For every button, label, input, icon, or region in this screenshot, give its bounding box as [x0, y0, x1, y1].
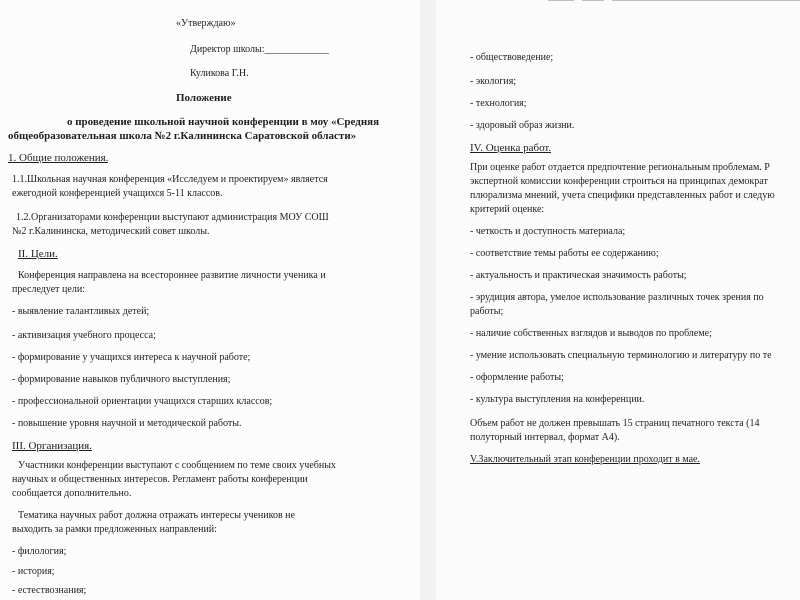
organization-paragraph-2-line1: Тематика научных работ должна отражать интересы учеников не: [18, 510, 295, 521]
evaluation-paragraph-line1: При оценке работ отдается предпочтение региональным проблемам. Р: [470, 162, 770, 173]
goal-list-item: - выявление талантливых детей;: [12, 306, 150, 317]
criteria-list-item: - оформление работы;: [470, 372, 564, 383]
section-3-heading: III. Организация.: [12, 440, 92, 452]
evaluation-paragraph-line3: плюрализма мнений, учета специфики представленных работ и следую: [470, 190, 775, 201]
top-edge-marks: [548, 0, 800, 2]
goals-intro-line2: преследует цели:: [12, 284, 85, 295]
final-stage-heading: V.Заключительный этап конференции проходит в мае.: [470, 454, 700, 465]
director-label: Директор школы:_____________: [190, 44, 330, 55]
direction-list-item: - история;: [12, 566, 55, 577]
organization-paragraph-1-line1: Участники конференции выступают с сообщением по теме своих учебных: [18, 460, 336, 471]
criteria-list-item: - эрудиция автора, умелое использование различных точек зрения по: [470, 292, 764, 303]
goal-list-item: - повышение уровня научной и методической работы.: [12, 418, 242, 429]
direction-list-item: - технология;: [470, 98, 527, 109]
direction-list-item: - здоровый образ жизни.: [470, 120, 575, 131]
direction-list-item: - обществоведение;: [470, 52, 554, 63]
paragraph-1-2-line1: 1.2.Организаторами конференции выступают администрация МОУ СОШ: [16, 212, 329, 223]
section-4-heading: IV. Оценка работ.: [470, 142, 552, 154]
section-1-heading: 1. Общие положения.: [8, 152, 109, 164]
organization-paragraph-2-line2: выходить за рамки предложенных направлений:: [12, 524, 217, 535]
criteria-list-item: - четкость и доступность материала;: [470, 226, 626, 237]
organization-paragraph-1-line3: сообщается дополнительно.: [12, 488, 132, 499]
direction-list-item: - естествознания;: [12, 585, 87, 596]
evaluation-paragraph-line4: критерий оценке:: [470, 204, 545, 215]
evaluation-paragraph-line2: экспертной комиссии конференции строиться на принципах демократ: [470, 176, 768, 187]
criteria-list-item: - актуальность и практическая значимость работы;: [470, 270, 687, 281]
criteria-list-item-cont: работы;: [470, 306, 504, 317]
paragraph-1-1-line2: ежегодной конференцией учащихся 5-11 классов.: [12, 188, 223, 199]
goal-list-item: - профессиональной ориентации учащихся старших классов;: [12, 396, 273, 407]
paragraph-1-1-line1: 1.1.Школьная научная конференция «Исследуем и проектируем» является: [12, 174, 328, 185]
goal-list-item: - формирование у учащихся интереса к научной работе;: [12, 352, 251, 363]
direction-list-item: - экология;: [470, 76, 517, 87]
criteria-list-item: - наличие собственных взглядов и выводов по проблеме;: [470, 328, 712, 339]
goal-list-item: - активизация учебного процесса;: [12, 330, 156, 341]
volume-note-line2: полуторный интервал, формат А4).: [470, 432, 620, 443]
director-name: Куликова Г.Н.: [190, 68, 249, 79]
criteria-list-item: - умение использовать специальную терминологию и литературу по те: [470, 350, 772, 361]
page-gutter: [420, 0, 436, 600]
goals-intro-line1: Конференция направлена на всестороннее развитие личности ученика и: [18, 270, 326, 281]
document-subtitle-line1: о проведение школьной научной конференции в моу «Средняя: [66, 116, 380, 128]
volume-note-line1: Объем работ не должен превышать 15 страниц печатного текста (14: [470, 418, 760, 429]
paragraph-1-2-line2: №2 г.Калининска, методический совет школы.: [12, 226, 210, 237]
direction-list-item: - филология;: [12, 546, 67, 557]
criteria-list-item: - соответствие темы работы ее содержанию;: [470, 248, 659, 259]
document-subtitle-line2: общеобразовательная школа №2 г.Калининска Саратовской области»: [8, 130, 357, 142]
section-2-heading: II. Цели.: [18, 248, 58, 260]
criteria-list-item: - культура выступления на конференции.: [470, 394, 645, 405]
document-page-right: [436, 0, 800, 600]
document-title: Положение: [176, 92, 232, 104]
goal-list-item: - формирование навыков публичного выступления;: [12, 374, 231, 385]
approve-label: «Утверждаю»: [176, 18, 236, 29]
organization-paragraph-1-line2: научных и общественных интересов. Регламент работы конференции: [12, 474, 308, 485]
